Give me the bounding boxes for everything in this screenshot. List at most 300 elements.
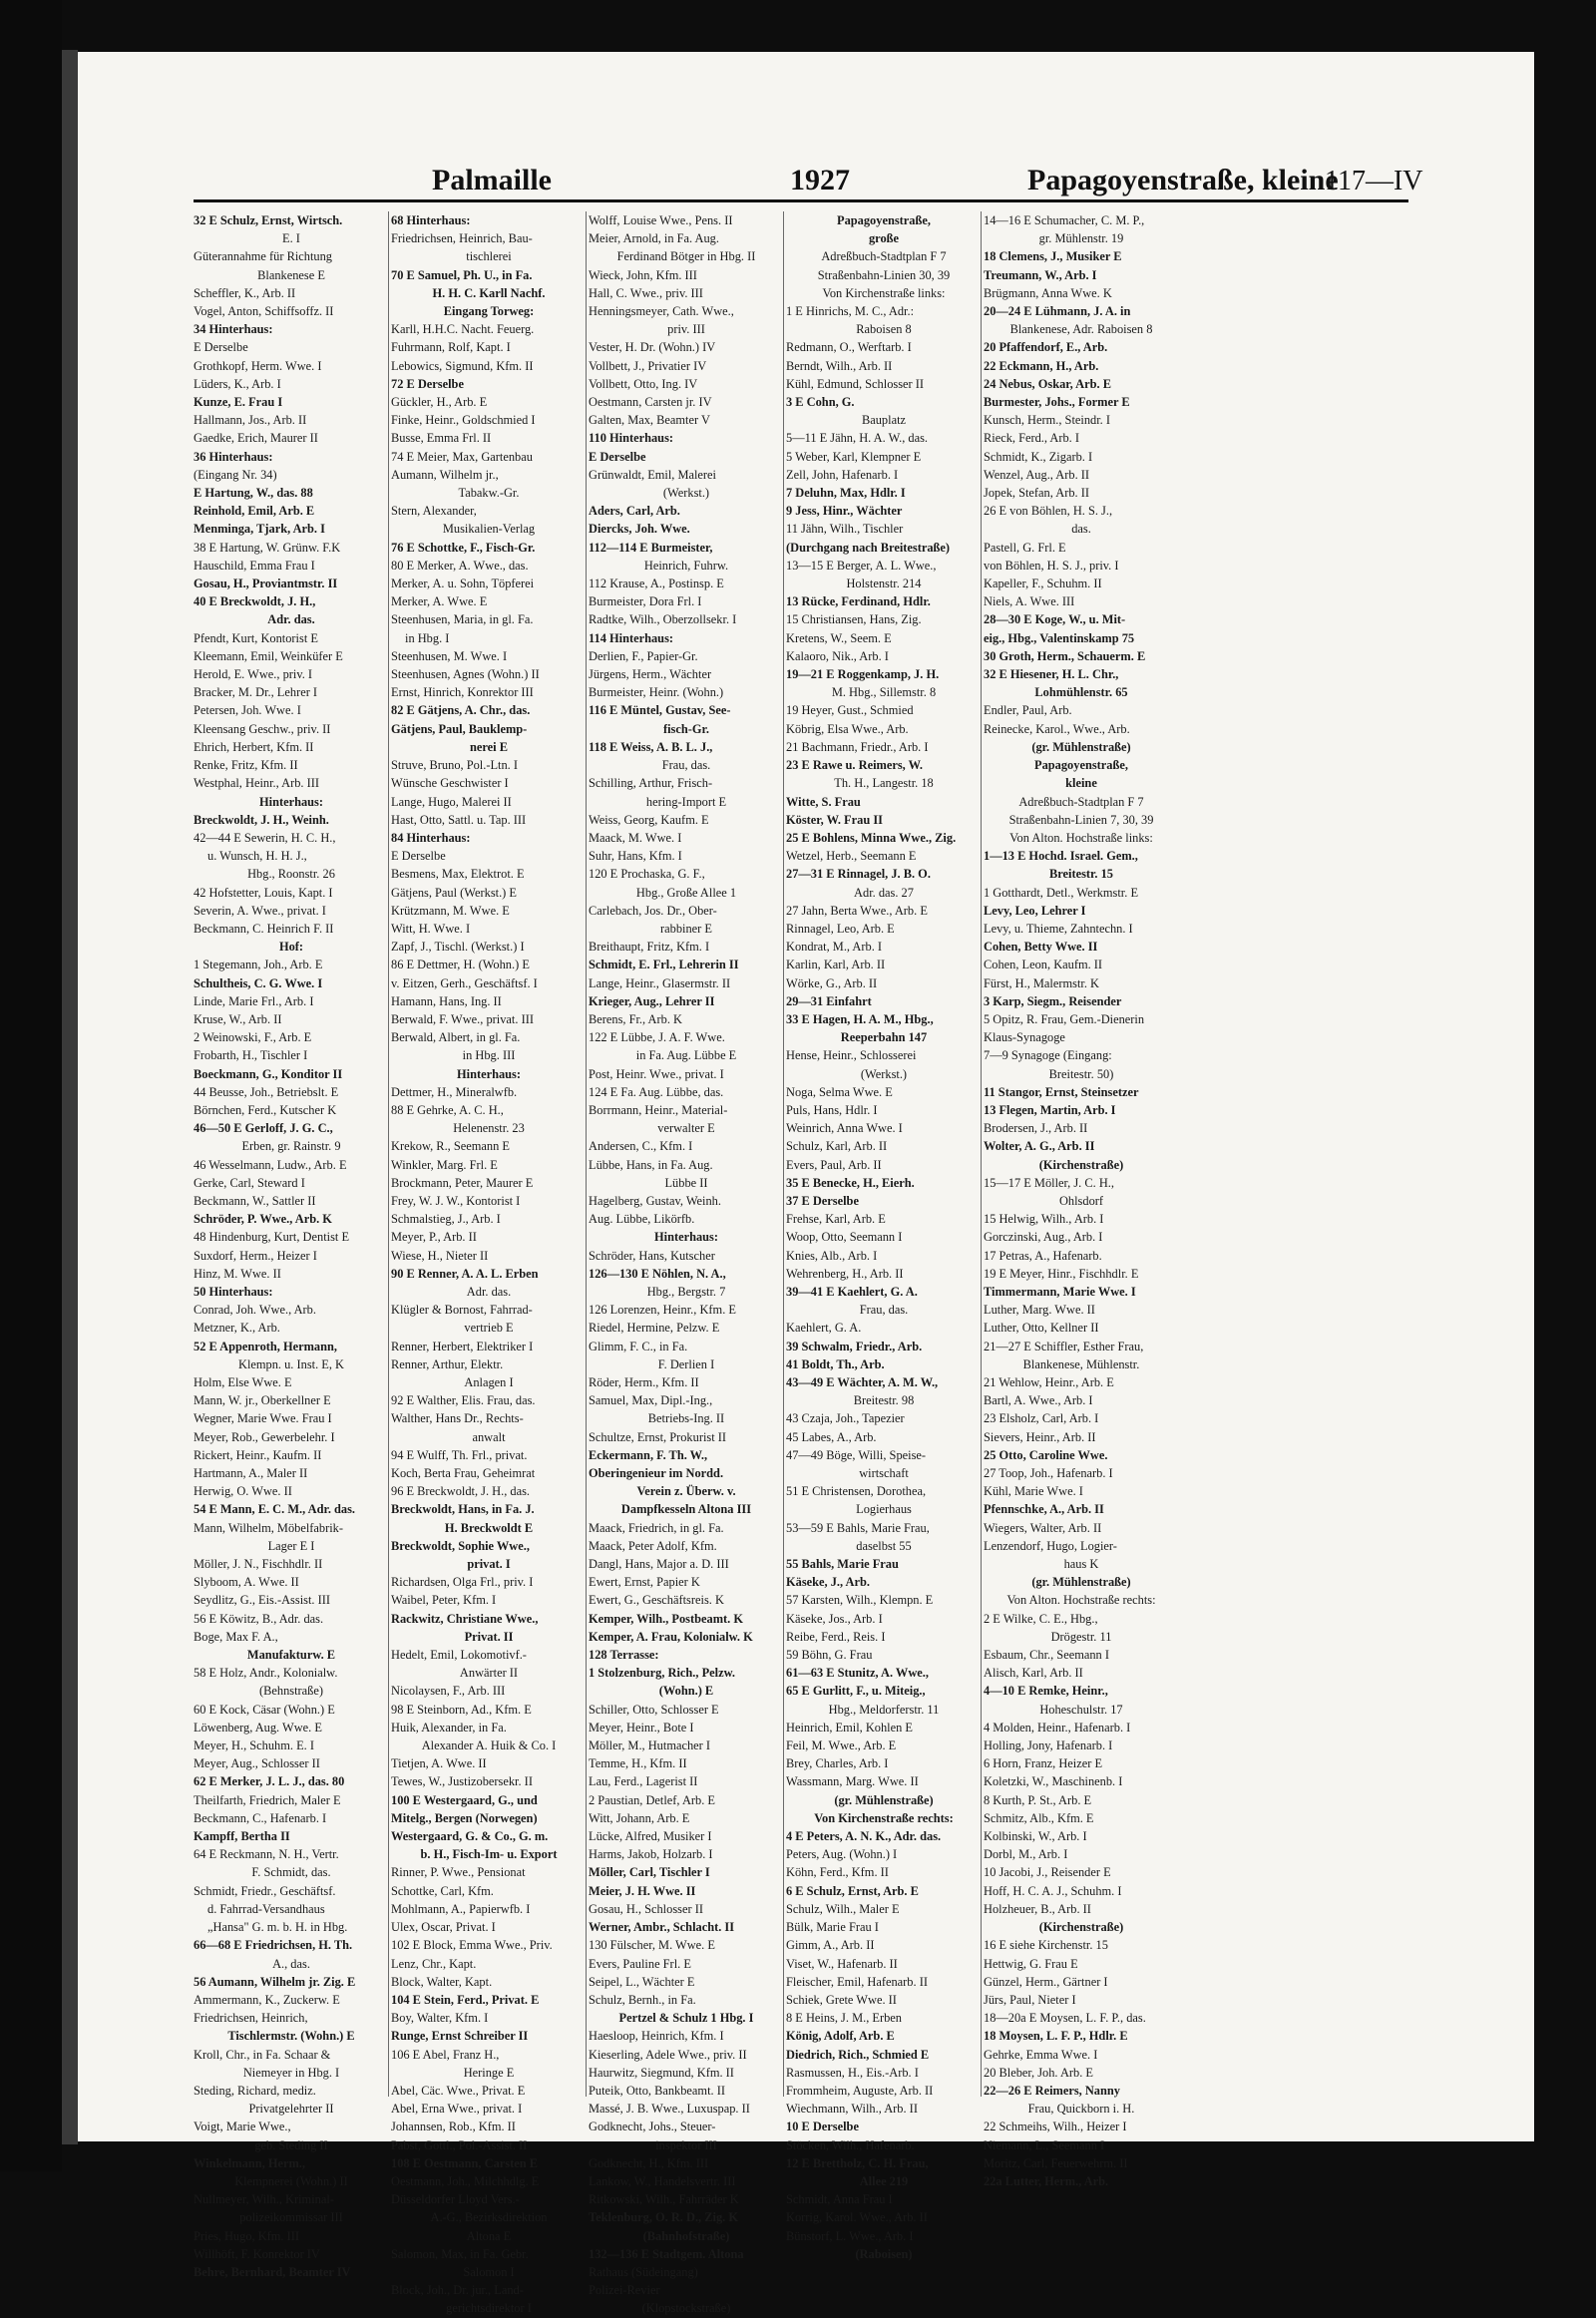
directory-entry: Schmidt, K., Zigarb. I [984,449,1093,464]
directory-entry: Betriebs-Ing. II [647,1411,725,1426]
directory-entry: Frehse, Karl, Arb. E [786,1212,886,1227]
directory-entry: Galten, Max, Beamter V [589,413,710,428]
directory-entry: Lüders, K., Arb. I [194,376,281,391]
directory-entry: Tewes, W., Justizobersekr. II [391,1774,533,1789]
directory-entry: Steenhusen, Maria, in gl. Fa. [391,612,534,627]
directory-entry: Wiegers, Walter, Arb. II [984,1520,1102,1535]
directory-entry: (Raboisen) [855,2246,913,2261]
directory-entry: Runge, Ernst Schreiber II [391,2029,529,2044]
directory-entry: Kieserling, Adele Wwe., priv. II [589,2047,747,2062]
directory-entry: von Böhlen, H. S. J., priv. I [984,558,1119,573]
directory-entry: privat. I [467,1557,511,1572]
directory-entry: Evers, Pauline Frl. E [589,1956,691,1971]
directory-entry: Wegner, Marie Wwe. Frau I [194,1411,332,1426]
directory-entry: 20 Bleber, Joh. Arb. E [984,2065,1093,2080]
directory-entry: Schulz, Wilh., Maler E [786,1901,900,1916]
directory-entry: 14—16 E Schumacher, C. M. P., [984,213,1145,227]
directory-entry: 36 Hinterhaus: [194,449,273,464]
directory-entry: Ferdinand Bötger in Hbg. II [616,249,756,264]
directory-entry: Haesloop, Heinrich, Kfm. I [589,2029,724,2044]
directory-entry: Sievers, Heinr., Arb. II [984,1429,1096,1444]
header-street-right: Papagoyenstraße, kleine [1027,164,1339,196]
directory-page [78,52,1534,2316]
directory-entry: Schröder, Hans, Kutscher [589,1248,715,1263]
directory-entry: 51 E Christensen, Dorothea, [786,1484,927,1499]
directory-entry: Hbg., Große Allee 1 [635,885,737,900]
directory-entry: 20 Pfaffendorf, E., Arb. [984,340,1108,355]
directory-entry: d. Fahrrad-Versandhaus [207,1901,325,1916]
directory-entry: Wehrenberg, H., Arb. II [786,1266,904,1281]
directory-entry: Raboisen 8 [856,322,912,337]
directory-entry: Harms, Jakob, Holzarb. I [589,1847,713,1862]
directory-entry: 10 Jacobi, J., Reisender E [984,1865,1111,1880]
directory-entry: Fürst, H., Malermstr. K [984,975,1099,990]
directory-entry: Levy, u. Thieme, Zahntechn. I [984,921,1133,936]
directory-entry: Hinz, M. Wwe. II [194,1266,281,1281]
directory-entry: 61—63 E Stunitz, A. Wwe., [786,1666,929,1681]
directory-entry: 3 E Cohn, G. [786,395,855,410]
directory-entry: Witte, S. Frau [786,794,861,809]
directory-entry: Beckmann, C., Hafenarb. I [194,1810,327,1825]
directory-entry: 17 Petras, A., Hafenarb. [984,1248,1102,1263]
directory-entry: 29—31 Einfahrt [786,993,872,1008]
directory-entry: 1—13 E Hochd. Israel. Gem., [984,849,1138,864]
directory-entry: Beckmann, W., Sattler II [194,1193,316,1208]
directory-entry: Westergaard, G. & Co., G. m. [391,1829,549,1844]
directory-entry: Frommheim, Auguste, Arb. II [786,2083,934,2098]
directory-entry: 50 Hinterhaus: [194,1284,273,1299]
directory-entry: 54 E Mann, E. C. M., Adr. das. [194,1502,356,1517]
directory-entry: Seydlitz, G., Eis.-Assist. III [194,1593,330,1608]
directory-entry: Wiese, H., Nieter II [391,1248,489,1263]
directory-entry: 6 Horn, Franz, Heizer E [984,1756,1103,1771]
directory-entry: Von Kirchenstraße links: [822,285,946,300]
directory-entry: Papagoyenstraße, [1034,758,1128,773]
directory-entry: Cohen, Betty Wwe. II [984,940,1098,955]
directory-entry: Oberingenieur im Nordd. [589,1466,724,1481]
directory-entry: Schmitz, Alb., Kfm. E [984,1810,1094,1825]
directory-entry: Verein z. Überw. v. [636,1484,736,1499]
directory-entry: 30 Groth, Herm., Schauerm. E [984,648,1146,663]
directory-entry: Steenhusen, Agnes (Wohn.) II [391,667,540,682]
directory-entry: Holzheuer, B., Arb. II [984,1901,1091,1916]
directory-entry: 9 Jess, Hinr., Wächter [786,504,903,519]
directory-entry: Hamann, Hans, Ing. II [391,993,502,1008]
directory-entry: 16 E siehe Kirchenstr. 15 [984,1938,1108,1953]
directory-entry: Tischlermstr. (Wohn.) E [227,2029,355,2044]
directory-entry: Adreßbuch-Stadtplan F 7 [1018,794,1144,809]
directory-entry: 46 Wesselmann, Ludw., Arb. E [194,1157,347,1172]
directory-entry: 39—41 E Kaehlert, G. A. [786,1284,918,1299]
directory-entry: Winkler, Marg. Frl. E [391,1157,498,1172]
directory-entry: Hagelberg, Gustav, Weinh. [589,1193,721,1208]
directory-entry: Renner, Herbert, Elektriker I [391,1339,534,1353]
directory-entry: 76 E Schottke, F., Fisch-Gr. [391,540,536,555]
directory-entry: Gätjens, Paul, Bauklemp- [391,721,528,736]
directory-entry: Heringe E [463,2065,515,2080]
directory-entry: Werner, Ambr., Schlacht. II [589,1920,735,1935]
directory-entry: Frobarth, H., Tischler I [194,1048,308,1063]
directory-entry: 92 E Walther, Elis. Frau, das. [391,1393,536,1408]
directory-entry: Salomon, Max, in Fa. Gebr. [391,2246,529,2261]
directory-entry: 4—10 E Remke, Heinr., [984,1684,1108,1699]
directory-entry: 40 E Breckwoldt, J. H., [194,594,316,609]
directory-entry: Temme, H., Kfm. II [589,1756,687,1771]
directory-entry: A., das. [272,1956,310,1971]
directory-entry: 25 E Bohlens, Minna Wwe., Zig. [786,830,957,845]
directory-entry: 22a Lutter, Herm., Arb. [984,2173,1109,2188]
directory-entry: Rackwitz, Christiane Wwe., [391,1611,539,1626]
directory-entry: Lager E I [267,1538,315,1553]
directory-entry: 2 Weinowski, F., Arb. E [194,1030,312,1045]
directory-entry: Meier, Arnold, in Fa. Aug. [589,231,719,246]
directory-entry: Finke, Heinr., Goldschmied I [391,413,536,428]
directory-entry: Feil, M. Wwe., Arb. E [786,1738,897,1753]
directory-entry: Brügmann, Anna Wwe. K [984,285,1112,300]
directory-entry: F. Derlien I [657,1356,715,1371]
directory-entry: Schultze, Ernst, Prokurist II [589,1429,726,1444]
column-4 [786,211,982,2261]
directory-entry: 130 Fülscher, M. Wwe. E [589,1938,715,1953]
directory-entry: Rinner, P. Wwe., Pensionat [391,1865,526,1880]
directory-entry: Berens, Fr., Arb. K [589,1011,682,1026]
directory-entry: Köhn, Ferd., Kfm. II [786,1865,889,1880]
directory-entry: Fuhrmann, Rolf, Kapt. I [391,340,511,355]
directory-entry: Burmeister, Heinr. (Wohn.) [589,685,724,700]
directory-entry: (Bahnhofstraße) [642,2228,730,2243]
directory-entry: Köster, W. Frau II [786,812,883,827]
directory-entry: v. Eitzen, Gerh., Geschäftsf. I [391,975,538,990]
directory-entry: Klaus-Synagoge [984,1030,1065,1045]
directory-entry: Hedelt, Emil, Lokomotivf.- [391,1648,527,1663]
directory-entry: Scheffler, K., Arb. II [194,285,296,300]
directory-entry: (Eingang Nr. 34) [194,467,277,482]
directory-entry: Manufakturw. E [246,1648,336,1663]
directory-entry: Klempn. u. Inst. E, K [238,1356,344,1371]
directory-entry: 19—21 E Roggenkamp, J. H. [786,667,940,682]
directory-entry: Breckwoldt, Hans, in Fa. J. [391,1502,535,1517]
directory-entry: Güterannahme für Richtung [194,249,333,264]
directory-entry: Derlien, F., Papier-Gr. [589,648,698,663]
directory-entry: Eingang Torweg: [443,304,535,319]
directory-entry: Schulz, Bernh., in Fa. [589,1992,696,2007]
directory-entry: Menminga, Tjark, Arb. I [194,522,325,537]
directory-entry: Merker, A. u. Sohn, Töpferei [391,577,535,591]
directory-entry: Gaedke, Erich, Maurer II [194,431,318,446]
directory-entry: Käseke, J., Arb. [786,1575,870,1590]
directory-entry: E Derselbe [589,449,646,464]
directory-entry: Schmidt, E. Frl., Lehrerin II [589,958,739,972]
directory-entry: Weiss, Georg, Kaufm. E [589,812,709,827]
directory-entry: Möller, M., Hutmacher I [589,1738,711,1753]
directory-entry: Adr. das. [466,1284,512,1299]
directory-entry: Gehrke, Emma Wwe. I [984,2047,1098,2062]
directory-entry: gerichtsdirektor I [446,2301,532,2316]
directory-entry: hering-Import E [645,794,727,809]
directory-entry: Von Alton. Hochstraße links: [1009,830,1153,845]
directory-entry: Lange, Heinr., Glasermstr. II [589,975,731,990]
directory-entry: 7—9 Synagoge (Eingang: [984,1048,1112,1063]
directory-entry: 62 E Merker, J. L. J., das. 80 [194,1774,345,1789]
directory-entry: gr. Mühlenstr. 19 [1038,231,1124,246]
directory-entry: (Behnstraße) [259,1684,323,1699]
directory-entry: Evers, Paul, Arb. II [786,1157,882,1172]
directory-entry: Hast, Otto, Sattl. u. Tap. III [391,812,527,827]
directory-entry: Hauschild, Emma Frau I [194,558,315,573]
directory-entry: 47—49 Böge, Willi, Speise- [786,1447,927,1462]
directory-entry: (Kirchenstraße) [1038,1157,1124,1172]
directory-entry: Petersen, Joh. Wwe. I [194,703,301,718]
directory-entry: Kleemann, Emil, Weinküfer E [194,648,343,663]
directory-entry: Mann, Wilhelm, Möbelfabrik- [194,1520,343,1535]
directory-entry: Privat. II [464,1629,514,1644]
directory-entry: 88 E Gehrke, A. C. H., [391,1102,504,1117]
directory-entry: Kühl, Edmund, Schlosser II [786,376,925,391]
directory-entry: F. Schmidt, das. [251,1865,331,1880]
directory-entry: 126 Lorenzen, Heinr., Kfm. E [589,1303,736,1318]
directory-entry: Meyer, Aug., Schlosser II [194,1756,320,1771]
directory-entry: Puteik, Otto, Bankbeamt. II [589,2083,725,2098]
directory-entry: Redmann, O., Werftarb. I [786,340,912,355]
directory-entry: 58 E Holz, Andr., Kolonialw. [194,1666,338,1681]
directory-entry: Dangl, Hans, Major a. D. III [589,1557,729,1572]
directory-entry: eig., Hbg., Valentinskamp 75 [984,630,1135,645]
directory-entry: Seipel, L., Wächter E [589,1974,695,1989]
directory-entry: Reinecke, Karol., Wwe., Arb. [984,721,1130,736]
directory-entry: 86 E Dettmer, H. (Wohn.) E [391,958,530,972]
directory-entry: (gr. Mühlenstraße) [1031,739,1131,754]
directory-entry: 2 Paustian, Detlef, Arb. E [589,1792,715,1807]
directory-entry: 64 E Reckmann, N. H., Vertr. [194,1847,339,1862]
directory-entry: E Hartung, W., das. 88 [194,486,313,501]
directory-entry: Hinterhaus: [653,1230,719,1245]
directory-entry: 13—15 E Berger, A. L. Wwe., [786,558,937,573]
directory-entry: Godknecht, H., Kfm. III [589,2155,709,2170]
directory-entry: 37 E Derselbe [786,1193,859,1208]
directory-entry: 132—136 E Stadtgem. Altona [589,2246,744,2261]
directory-entry: Koletzki, W., Maschinenb. I [984,1774,1123,1789]
directory-entry: Teklenburg, O. R. D., Zig. K [589,2210,738,2225]
directory-entry: Moritz, Carl, Feuerwehrm. II [984,2155,1128,2170]
directory-entry: Frey, W. J. W., Kontorist I [391,1193,521,1208]
directory-entry: Rasmussen, H., Eis.-Arb. I [786,2065,919,2080]
directory-entry: 52 E Appenroth, Hermann, [194,1339,338,1353]
directory-entry: 15 Christiansen, Hans, Zig. [786,612,922,627]
directory-entry: u. Wunsch, H. H. J., [207,849,307,864]
directory-entry: Krützmann, M. Wwe. E [391,903,510,918]
directory-entry: Johannsen, Rob., Kfm. II [391,2120,516,2134]
directory-entry: Kunsch, Herm., Steindr. I [984,413,1110,428]
directory-entry: Witt, Johann, Arb. E [589,1810,690,1825]
directory-entry: König, Adolf, Arb. E [786,2029,895,2044]
directory-entry: Metzner, K., Arb. [194,1321,280,1336]
directory-entry: Woop, Otto, Seemann I [786,1230,903,1245]
directory-entry: 1 E Hinrichs, M. C., Adr.: [786,304,915,319]
directory-entry: Möller, Carl, Tischler I [589,1865,710,1880]
directory-entry: Maack, Friedrich, in gl. Fa. [589,1520,724,1535]
directory-entry: Holm, Else Wwe. E [194,1375,292,1389]
directory-entry: 1 Stolzenburg, Rich., Pelzw. [589,1666,735,1681]
directory-entry: Borrmann, Heinr., Material- [589,1102,728,1117]
directory-entry: 21 Wehlow, Heinr., Arb. E [984,1375,1114,1389]
directory-entry: Breitestr. 98 [853,1393,915,1408]
directory-entry: Aders, Carl, Arb. [589,504,680,519]
directory-entry: (gr. Mühlenstraße) [834,1792,934,1807]
directory-entry: Salomon I [463,2264,515,2279]
directory-entry: Gorczinski, Aug., Arb. I [984,1230,1103,1245]
directory-entry: Gätjens, Paul (Werkst.) E [391,885,517,900]
directory-entry: Lankow, W., Handelsvertr. III [589,2173,736,2188]
directory-entry: 1 Gotthardt, Detl., Werkmstr. E [984,885,1139,900]
directory-entry: 21—27 E Schiffler, Esther Frau, [984,1339,1144,1353]
directory-entry: (Kirchenstraße) [1038,1920,1124,1935]
directory-entry: 22 Schmeihs, Wilh., Heizer I [984,2120,1127,2134]
directory-entry: Haurwitz, Siegmund, Kfm. II [589,2065,734,2080]
directory-entry: Berndt, Wilh., Arb. II [786,358,893,373]
directory-entry: 55 Bahls, Marie Frau [786,1557,899,1572]
directory-entry: 12 E Brettholz, C. H. Frau, [786,2155,929,2170]
directory-entry: (Werkst.) [662,486,710,501]
directory-entry: 56 E Köwitz, B., Adr. das. [194,1611,324,1626]
directory-entry: Reeperbahn 147 [840,1030,928,1045]
directory-entry: Th. H., Langestr. 18 [834,776,934,791]
directory-entry: Pabst, Gottl., Pol.-Assist. II [391,2137,528,2152]
directory-entry: Helenenstr. 23 [453,1121,525,1136]
directory-entry: 106 E Abel, Franz H., [391,2047,500,2062]
directory-entry: 59 Böhn, G. Frau [786,1648,873,1663]
scan-border [0,0,62,2171]
directory-entry: Wolter, A. G., Arb. II [984,1139,1095,1154]
directory-entry: Kolbinski, W., Arb. I [984,1829,1087,1844]
directory-entry: Beckmann, C. Heinrich F. II [194,921,334,936]
directory-entry: Mann, W. jr., Oberkellner E [194,1393,331,1408]
directory-entry: Von Kirchenstraße rechts: [814,1810,954,1825]
directory-entry: Post, Heinr. Wwe., privat. I [589,1066,724,1081]
directory-entry: Mitelg., Bergen (Norwegen) [391,1810,538,1825]
directory-entry: Godknecht, Johs., Steuer- [589,2120,716,2134]
directory-entry: große [868,231,900,246]
directory-entry: Carlebach, Jos. Dr., Ober- [589,903,717,918]
directory-entry: 23 Elsholz, Carl, Arb. I [984,1411,1099,1426]
directory-entry: 18—20a E Moysen, L. F. P., das. [984,2011,1146,2026]
directory-entry: Blankenese E [257,267,325,282]
directory-entry: Adr. das. [267,612,315,627]
directory-entry: 41 Boldt, Th., Arb. [786,1356,885,1371]
directory-entry: 27 Jahn, Berta Wwe., Arb. E [786,903,928,918]
directory-entry: Hense, Heinr., Schlosserei [786,1048,917,1063]
directory-entry: Brey, Charles, Arb. I [786,1756,889,1771]
column-divider [388,211,389,2097]
directory-entry: Krieger, Aug., Lehrer II [589,993,715,1008]
directory-entry: Block, Walter, Kapt. [391,1974,493,1989]
directory-entry: Dettmer, H., Mineralwfb. [391,1084,518,1099]
directory-entry: Hartmann, A., Maler II [194,1466,308,1481]
directory-entry: Abel, Erna Wwe., privat. I [391,2102,523,2117]
directory-entry: 108 E Oestmann, Carsten E [391,2155,538,2170]
directory-entry: 27 Toop, Joh., Hafenarb. I [984,1466,1113,1481]
directory-entry: wirtschaft [859,1466,909,1481]
directory-entry: 15—17 E Möller, J. C. H., [984,1175,1114,1190]
directory-entry: Suxdorf, Herm., Heizer I [194,1248,317,1263]
directory-entry: Alisch, Karl, Arb. II [984,1666,1083,1681]
directory-entry: (Klopstockstraße) [641,2301,731,2316]
directory-entry: 70 E Samuel, Ph. U., in Fa. [391,267,533,282]
directory-entry: „Hansa" G. m. b. H. in Hbg. [207,1920,348,1935]
directory-entry: Ulex, Oscar, Privat. I [391,1920,496,1935]
directory-entry: Abel, Cäc. Wwe., Privat. E [391,2083,526,2098]
directory-entry: 57 Karsten, Wilh., Klempn. E [786,1593,934,1608]
directory-entry: 28—30 E Koge, W., u. Mit- [984,612,1126,627]
directory-entry: 25 Otto, Caroline Wwe. [984,1447,1108,1462]
directory-entry: 43 Czaja, Joh., Tapezier [786,1411,905,1426]
directory-entry: 20—24 E Lühmann, J. A. in [984,304,1131,319]
directory-entry: 5 Opitz, R. Frau, Gem.-Dienerin [984,1011,1145,1026]
directory-entry: 90 E Renner, A. A. L. Erben [391,1266,539,1281]
directory-entry: Zell, John, Hafenarb. I [786,467,899,482]
directory-entry: 112 Krause, A., Postinsp. E [589,577,724,591]
directory-entry: Dampfkesseln Altona III [620,1502,752,1517]
directory-entry: Kruse, W., Arb. II [194,1011,282,1026]
directory-entry: 102 E Block, Emma Wwe., Priv. [391,1938,553,1953]
directory-entry: Röder, Herm., Kfm. II [589,1375,699,1389]
directory-entry: Grothkopf, Herm. Wwe. I [194,358,322,373]
directory-entry: Huik, Alexander, in Fa. [391,1720,507,1735]
directory-entry: Lebowics, Sigmund, Kfm. II [391,358,534,373]
directory-entry: Massé, J. B. Wwe., Luxuspap. II [589,2102,750,2117]
directory-entry: das. [1071,522,1091,537]
directory-entry: 5 Weber, Karl, Klempner E [786,449,922,464]
directory-entry: Kaehlert, G. A. [786,1321,862,1336]
directory-entry: Merker, A. Wwe. E [391,594,488,609]
directory-entry: Viset, W., Hafenarb. II [786,1956,898,1971]
directory-entry: Günzel, Herm., Gärtner I [984,1974,1108,1989]
directory-entry: Maack, Peter Adolf, Kfm. [589,1538,717,1553]
directory-entry: Theilfarth, Friedrich, Maler E [194,1792,341,1807]
directory-entry: Kühl, Marie Wwe. I [984,1484,1083,1499]
directory-entry: 116 E Müntel, Gustav, See- [589,703,731,718]
directory-entry: 43—49 E Wächter, A. M. W., [786,1375,939,1389]
directory-entry: Steding, Richard, mediz. [194,2083,316,2098]
directory-entry: 26 E von Böhlen, H. S. J., [984,504,1113,519]
directory-entry: Ammermann, K., Zuckerw. E [194,1992,340,2007]
directory-entry: 112—114 E Burmeister, [589,540,713,555]
directory-entry: Logierhaus [856,1502,912,1517]
directory-entry: b. H., Fisch-Im- u. Export [420,1847,558,1862]
directory-entry: Kunze, E. Frau I [194,395,283,410]
directory-entry: Willhöft, F. Konrektor IV [194,2246,320,2261]
directory-entry: nerei E [470,739,508,754]
directory-entry: Besmens, Max, Elektrot. E [391,867,525,882]
directory-entry: Vester, H. Dr. (Wohn.) IV [589,340,716,355]
header-year: 1927 [790,164,850,196]
directory-entry: Klempnerei (Wohn.) II [234,2173,348,2188]
directory-entry: Knies, Alb., Arb. I [786,1248,878,1263]
directory-entry: Endler, Paul, Arb. [984,703,1072,718]
directory-entry: 48 Hindenburg, Kurt, Dentist E [194,1230,350,1245]
directory-entry: 42 Hofstetter, Louis, Kapt. I [194,885,333,900]
directory-entry: Holling, Jony, Hafenarb. I [984,1738,1113,1753]
directory-entry: 11 Stangor, Ernst, Steinsetzer [984,1084,1139,1099]
directory-entry: Pfennschke, A., Arb. II [984,1502,1104,1517]
directory-entry: Heinrich, Fuhrw. [643,558,729,573]
directory-entry: Kapeller, F., Schuhm. II [984,577,1102,591]
directory-entry: E Derselbe [391,849,446,864]
directory-entry: Tabakw.-Gr. [458,486,520,501]
directory-entry: Niels, A. Wwe. III [984,594,1075,609]
directory-entry: Lenzendorf, Hugo, Logier- [984,1538,1117,1553]
directory-entry: 45 Labes, A., Arb. [786,1429,877,1444]
directory-entry: Weinrich, Anna Wwe. I [786,1121,903,1136]
